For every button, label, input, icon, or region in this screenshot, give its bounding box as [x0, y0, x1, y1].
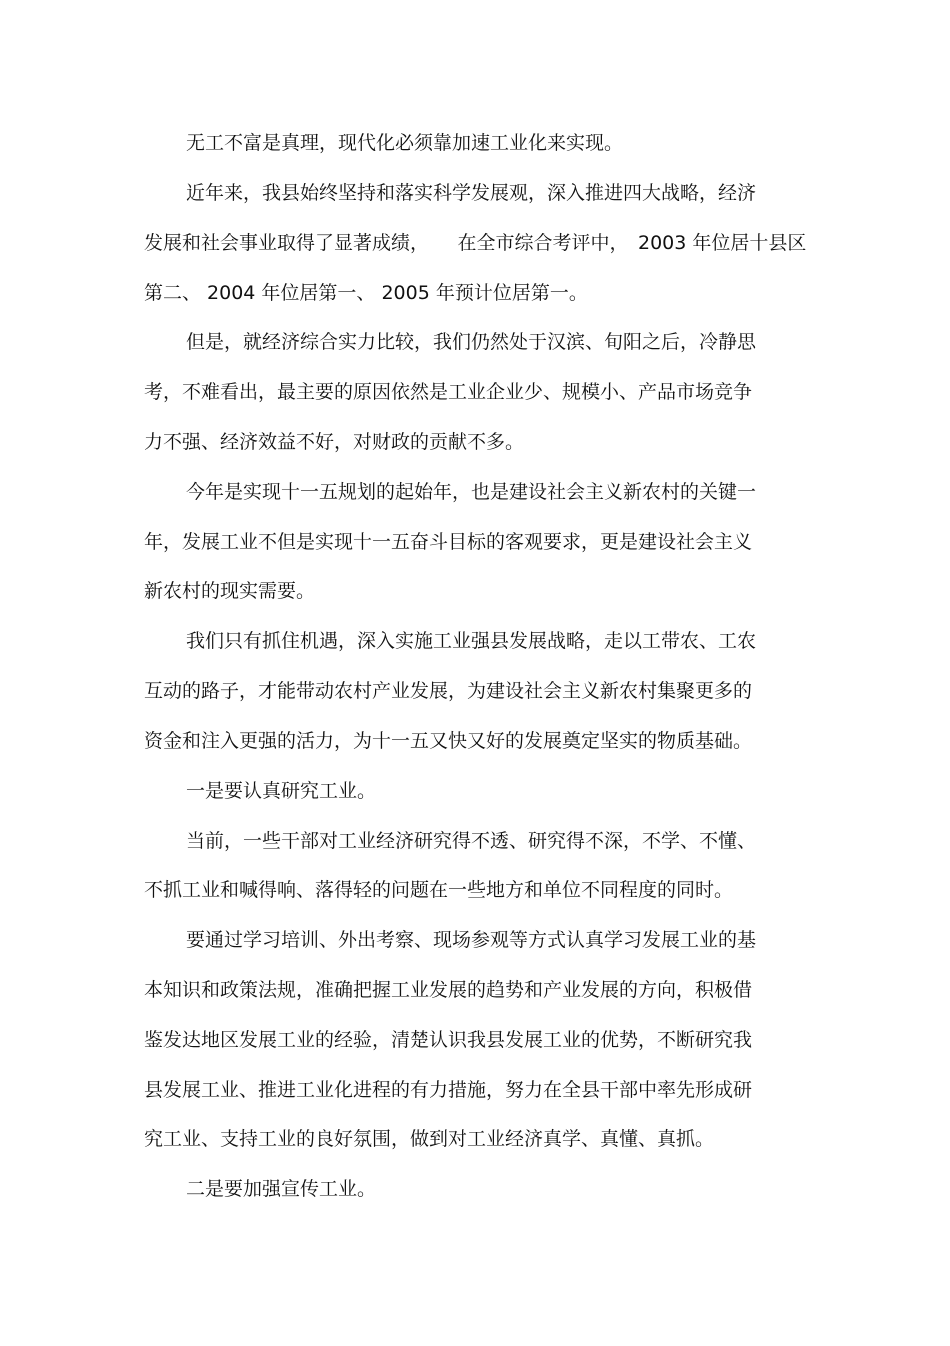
text-line: 发展和社会事业取得了显著成绩， 在全市综合考评中， 2003 年位居十县区 — [144, 232, 807, 254]
text-line: 要通过学习培训、外出考察、现场参观等方式认真学习发展工业的基 — [186, 929, 757, 951]
text-line: 考，不难看出，最主要的原因依然是工业企业少、规模小、产品市场竞争 — [144, 381, 753, 403]
text-line: 互动的路子，才能带动农村产业发展，为建设社会主义新农村集聚更多的 — [144, 680, 753, 702]
text-line: 一是要认真研究工业。 — [186, 780, 377, 802]
text-line: 鉴发达地区发展工业的经验，清楚认识我县发展工业的优势，不断研究我 — [144, 1029, 753, 1051]
text-line: 我们只有抓住机遇，深入实施工业强县发展战略，走以工带农、工农 — [186, 630, 757, 652]
text-line: 今年是实现十一五规划的起始年，也是建设社会主义新农村的关键一 — [186, 481, 757, 503]
text-line: 力不强、经济效益不好，对财政的贡献不多。 — [144, 431, 525, 453]
text-line: 不抓工业和喊得响、落得轻的问题在一些地方和单位不同程度的同时。 — [144, 879, 734, 901]
text-line: 资金和注入更强的活力，为十一五又快又好的发展奠定坚实的物质基础。 — [144, 730, 753, 752]
text-line: 究工业、支持工业的良好氛围，做到对工业经济真学、真懂、真抓。 — [144, 1128, 715, 1150]
text-line: 第二、 2004 年位居第一、 2005 年预计位居第一。 — [144, 282, 588, 304]
text-line: 无工不富是真理，现代化必须靠加速工业化来实现。 — [186, 132, 624, 154]
text-line: 新农村的现实需要。 — [144, 580, 316, 602]
text-line: 但是，就经济综合实力比较，我们仍然处于汉滨、旬阳之后，冷静思 — [186, 331, 757, 353]
text-line: 当前，一些干部对工业经济研究得不透、研究得不深，不学、不懂、 — [186, 830, 757, 852]
text-line: 近年来，我县始终坚持和落实科学发展观，深入推进四大战略，经济 — [186, 182, 757, 204]
text-line: 年，发展工业不但是实现十一五奋斗目标的客观要求，更是建设社会主义 — [144, 531, 753, 553]
text-line: 本知识和政策法规，准确把握工业发展的趋势和产业发展的方向，积极借 — [144, 979, 753, 1001]
text-line: 县发展工业、推进工业化进程的有力措施，努力在全县干部中率先形成研 — [144, 1079, 753, 1101]
text-line: 二是要加强宣传工业。 — [186, 1178, 377, 1200]
